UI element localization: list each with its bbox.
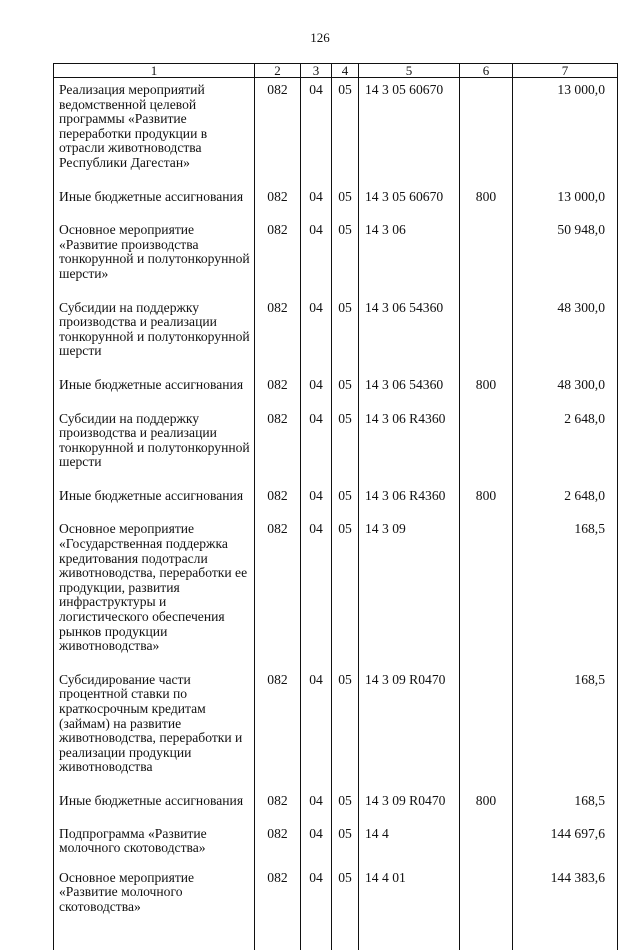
- row-section-code: 04: [301, 282, 332, 359]
- row-ministry-code: 082: [255, 359, 301, 393]
- row-name-text: Основное мероприятие «Развитие производства тонкорунной и полутонкорунной шерсти»: [59, 222, 250, 281]
- row-subsection-code: 05: [332, 856, 359, 915]
- row-subsection-code: 05: [332, 204, 359, 281]
- row-ministry-code: 082: [255, 204, 301, 281]
- table-row: [54, 78, 618, 171]
- row-name-text: Субсидирование части процентной ставки по краткосрочным кредитам (займам) на развитие животноводства, переработки и реализации продукции животноводства: [59, 671, 243, 775]
- row-amount: 168,5: [513, 775, 618, 809]
- header-col-1: 1: [54, 64, 255, 78]
- row-expense-type: [460, 503, 513, 653]
- row-ministry-code: 082: [255, 78, 301, 171]
- row-expense-type: 800: [460, 775, 513, 809]
- row-expense-type: 800: [460, 171, 513, 205]
- row-amount: 2 648,0: [513, 393, 618, 470]
- table-row: [54, 775, 618, 809]
- row-name-text: Реализация мероприятий ведомственной целевой программы «Развитие переработки продукции в отрасли животноводства Республики Дагестан»: [59, 82, 208, 170]
- table-row: [54, 171, 618, 205]
- header-col-7: 7: [513, 64, 618, 78]
- row-target-article: 14 3 06 54360: [359, 282, 460, 359]
- row-expense-type: [460, 282, 513, 359]
- table-row: [54, 856, 618, 915]
- row-ministry-code: 082: [255, 282, 301, 359]
- row-name-text: Иные бюджетные ассигнования: [59, 792, 244, 808]
- row-section-code: 04: [301, 171, 332, 205]
- row-target-article: 14 3 05 60670: [359, 171, 460, 205]
- row-target-article: 14 3 06 R4360: [359, 393, 460, 470]
- row-ministry-code: 082: [255, 775, 301, 809]
- row-name: [54, 204, 255, 281]
- row-amount: 48 300,0: [513, 359, 618, 393]
- row-name-text: Основное мероприятие «Развитие молочного скотоводства»: [59, 869, 195, 914]
- row-name-text: Субсидии на поддержку производства и реализации тонкорунной и полутонкорунной шерсти: [59, 299, 250, 359]
- row-amount: 2 648,0: [513, 470, 618, 504]
- row-name: [54, 171, 255, 205]
- row-ministry-code: 082: [255, 856, 301, 915]
- row-name: [54, 775, 255, 809]
- table-row: [54, 503, 618, 653]
- row-name: [54, 503, 255, 653]
- row-name: [54, 282, 255, 359]
- row-expense-type: [460, 204, 513, 281]
- header-col-4: 4: [332, 64, 359, 78]
- row-ministry-code: 082: [255, 809, 301, 856]
- row-subsection-code: 05: [332, 503, 359, 653]
- row-subsection-code: 05: [332, 282, 359, 359]
- row-subsection-code: 05: [332, 359, 359, 393]
- table-row: [54, 393, 618, 470]
- row-name-text: Подпрограмма «Развитие молочного скотоводства»: [59, 825, 207, 856]
- row-target-article: 14 3 09 R0470: [359, 775, 460, 809]
- row-amount: 50 948,0: [513, 204, 618, 281]
- row-subsection-code: 05: [332, 654, 359, 775]
- row-section-code: 04: [301, 393, 332, 470]
- row-expense-type: [460, 393, 513, 470]
- row-ministry-code: 082: [255, 470, 301, 504]
- row-section-code: 04: [301, 654, 332, 775]
- row-target-article: 14 4 01: [359, 856, 460, 915]
- table-row: [54, 654, 618, 775]
- row-expense-type: [460, 856, 513, 915]
- row-name: [54, 856, 255, 915]
- row-target-article: 14 3 05 60670: [359, 78, 460, 171]
- row-amount: 168,5: [513, 503, 618, 653]
- row-target-article: 14 3 09 R0470: [359, 654, 460, 775]
- row-expense-type: [460, 654, 513, 775]
- row-ministry-code: 082: [255, 503, 301, 653]
- row-name-text: Субсидии на поддержку производства и реализации тонкорунной и полутонкорунной шерсти: [59, 410, 250, 470]
- row-section-code: 04: [301, 809, 332, 856]
- row-amount: 168,5: [513, 654, 618, 775]
- row-target-article: 14 3 06 54360: [359, 359, 460, 393]
- row-section-code: 04: [301, 78, 332, 171]
- row-section-code: 04: [301, 470, 332, 504]
- row-expense-type: [460, 78, 513, 171]
- table-row: [54, 470, 618, 504]
- table-row: [54, 204, 618, 281]
- row-amount: 48 300,0: [513, 282, 618, 359]
- header-col-6: 6: [460, 64, 513, 78]
- table-filler-row: [54, 915, 618, 950]
- row-subsection-code: 05: [332, 775, 359, 809]
- row-target-article: 14 3 06: [359, 204, 460, 281]
- row-section-code: 04: [301, 856, 332, 915]
- row-subsection-code: 05: [332, 171, 359, 205]
- row-amount: 13 000,0: [513, 78, 618, 171]
- row-expense-type: [460, 809, 513, 856]
- table-row: [54, 359, 618, 393]
- row-amount: 144 697,6: [513, 809, 618, 856]
- budget-table: [53, 63, 618, 950]
- row-section-code: 04: [301, 503, 332, 653]
- row-section-code: 04: [301, 204, 332, 281]
- row-name: [54, 654, 255, 775]
- row-amount: 13 000,0: [513, 171, 618, 205]
- row-section-code: 04: [301, 359, 332, 393]
- row-name-text: Иные бюджетные ассигнования: [59, 188, 244, 204]
- row-subsection-code: 05: [332, 393, 359, 470]
- row-name-text: Иные бюджетные ассигнования: [59, 376, 244, 392]
- row-subsection-code: 05: [332, 470, 359, 504]
- header-col-3: 3: [301, 64, 332, 78]
- row-target-article: 14 3 06 R4360: [359, 470, 460, 504]
- row-subsection-code: 05: [332, 78, 359, 171]
- table-row: [54, 282, 618, 359]
- row-name-text: Основное мероприятие «Государственная поддержка кредитования подотрасли животноводства, переработки ее продукции, развития инфраструктуры и логистического обеспечения рынков продукции животноводства»: [59, 521, 248, 654]
- row-target-article: 14 4: [359, 809, 460, 856]
- row-ministry-code: 082: [255, 654, 301, 775]
- row-name: [54, 359, 255, 393]
- page-number: 126: [310, 30, 330, 45]
- row-subsection-code: 05: [332, 809, 359, 856]
- row-section-code: 04: [301, 775, 332, 809]
- table-header-row: [54, 64, 618, 78]
- table-body: [54, 78, 618, 950]
- table-row: [54, 809, 618, 856]
- row-expense-type: 800: [460, 359, 513, 393]
- row-target-article: 14 3 09: [359, 503, 460, 653]
- row-name: [54, 809, 255, 856]
- row-name: [54, 470, 255, 504]
- row-ministry-code: 082: [255, 171, 301, 205]
- row-name-text: Иные бюджетные ассигнования: [59, 487, 244, 503]
- row-ministry-code: 082: [255, 393, 301, 470]
- row-name: [54, 393, 255, 470]
- header-col-5: 5: [359, 64, 460, 78]
- header-col-2: 2: [255, 64, 301, 78]
- row-name: [54, 78, 255, 171]
- row-amount: 144 383,6: [513, 856, 618, 915]
- row-expense-type: 800: [460, 470, 513, 504]
